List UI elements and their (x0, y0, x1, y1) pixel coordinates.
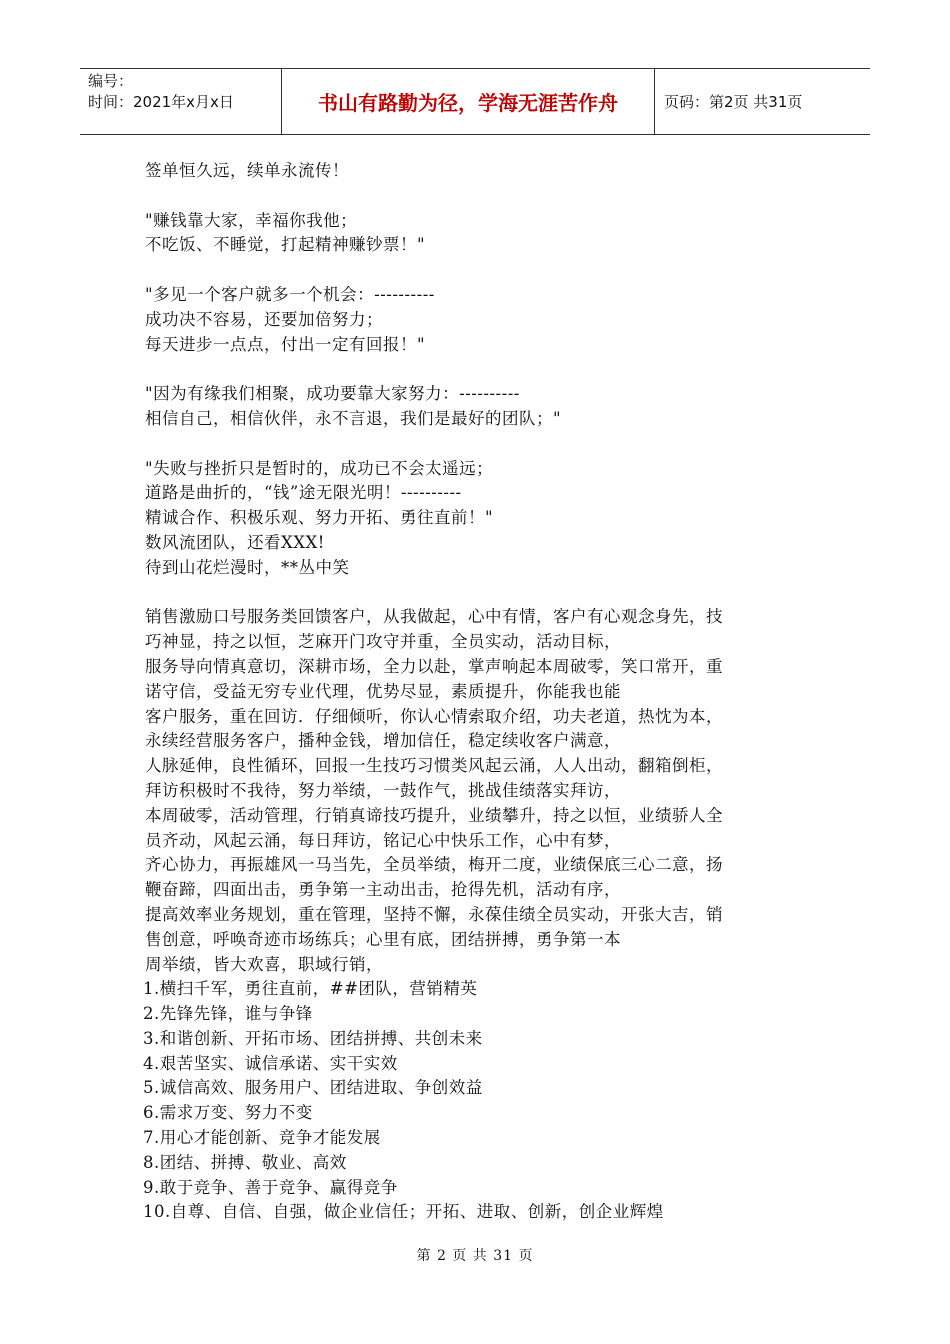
text-line: 10.自尊、自信、自强，做企业信任；开拓、进取、创新，创企业辉煌 (143, 1202, 664, 1222)
text-line: "多见一个客户就多一个机会：---------- (145, 284, 435, 304)
text-line: 销售激励口号服务类回馈客户，从我做起，心中有情，客户有心观念身先，技 (145, 607, 723, 627)
document-body (145, 159, 815, 1225)
blank-line (145, 184, 815, 209)
text-line: 精诚合作、积极乐观、努力开拓、勇往直前！" (145, 508, 494, 528)
text-line: 5.诚信高效、服务用户、团结进取、争创效益 (143, 1078, 483, 1098)
text-line: 4.艰苦坚实、诚信承诺、实干实效 (143, 1053, 398, 1073)
text-line: 售创意，呼唤奇迹市场练兵；心里有底，团结拼搏，勇争第一本 (145, 929, 621, 949)
text-line: 巧神显，持之以恒，芝麻开门攻守并重，全员实动，活动目标， (145, 632, 621, 652)
document-number-label: 编号： (88, 72, 134, 90)
text-line: 道路是曲折的，“钱”途无限光明！---------- (145, 483, 462, 503)
text-line: 数风流团队，还看XXX! (145, 532, 325, 552)
text-line: "失败与挫折只是暂时的，成功已不会太遥远； (145, 458, 494, 478)
text-line: 8.团结、拼搏、敬业、高效 (143, 1152, 347, 1172)
document-date: 时间：2021年x月x日 (88, 93, 234, 111)
text-line: 本周破零，活动管理，行销真谛技巧提升，业绩攀升，持之以恒，业绩骄人全 (145, 805, 723, 825)
text-line: "因为有缘我们相聚，成功要靠大家努力：---------- (145, 384, 520, 404)
text-line: 员齐动，风起云涌，每日拜访，铭记心中快乐工作，心中有梦， (145, 830, 621, 850)
text-line: 周举绩，皆大欢喜，职域行销， (145, 954, 383, 974)
text-line: 人脉延伸，良性循环，回报一生技巧习惯类风起云涌，人人出动，翻箱倒柜， (145, 756, 723, 776)
text-line: 签单恒久远，续单永流传！ (145, 161, 349, 180)
text-line: 齐心协力，再振雄风一马当先，全员举绩，梅开二度，业绩保底三心二意，扬 (145, 855, 723, 875)
text-line: 6.需求万变、努力不变 (143, 1103, 313, 1123)
page-header (80, 68, 870, 135)
text-line: 每天进步一点点，付出一定有回报！" (145, 334, 426, 354)
header-meta (80, 69, 281, 134)
blank-line (145, 581, 815, 606)
text-line: 永续经营服务客户，播种金钱，增加信任，稳定续收客户满意， (145, 731, 621, 751)
text-line: 待到山花烂漫时，**丛中笑 (145, 557, 350, 577)
text-line: 1.横扫千军，勇往直前，##团队，营销精英 (143, 979, 478, 999)
text-line: 3.和谐创新、开拓市场、团结拼搏、共创未来 (143, 1028, 483, 1048)
text-line: 相信自己，相信伙伴，永不言退，我们是最好的团队；" (145, 408, 562, 428)
blank-line (145, 357, 815, 382)
header-page-number: 页码：第2页 共31页 (664, 93, 803, 111)
text-line: 诺守信，受益无穷专业代理，优势尽显，素质提升，你能我也能 (145, 681, 621, 701)
text-line: 提高效率业务规划，重在管理，坚持不懈，永葆佳绩全员实动，开张大吉，销 (145, 904, 723, 924)
blank-line (145, 432, 815, 457)
text-line: 客户服务，重在回访．仔细倾听，你认心情索取介绍，功夫老道，热忱为本， (145, 706, 723, 726)
text-line: "赚钱靠大家，幸福你我他； (145, 210, 358, 230)
text-line: 鞭奋蹄，四面出击，勇争第一主动出击，抢得先机，活动有序， (145, 880, 621, 900)
page-footer: 第 2 页 共 31 页 (416, 1248, 534, 1264)
text-line: 拜访积极时不我待，努力举绩，一鼓作气，挑战佳绩落实拜访， (145, 780, 621, 800)
text-line: 不吃饭、不睡觉，打起精神赚钞票！" (145, 235, 426, 255)
text-line: 7.用心才能创新、竞争才能发展 (143, 1128, 381, 1148)
text-line: 9.敢于竞争、善于竞争、赢得竞争 (143, 1177, 398, 1197)
text-line: 成功决不容易，还要加倍努力； (145, 309, 383, 329)
text-line: 2.先锋先锋，谁与争锋 (143, 1004, 313, 1024)
header-motto: 书山有路勤为径，学海无涯苦作舟 (281, 69, 655, 134)
blank-line (145, 258, 815, 283)
text-line: 服务导向情真意切，深耕市场，全力以赴，掌声响起本周破零，笑口常开，重 (145, 656, 723, 676)
